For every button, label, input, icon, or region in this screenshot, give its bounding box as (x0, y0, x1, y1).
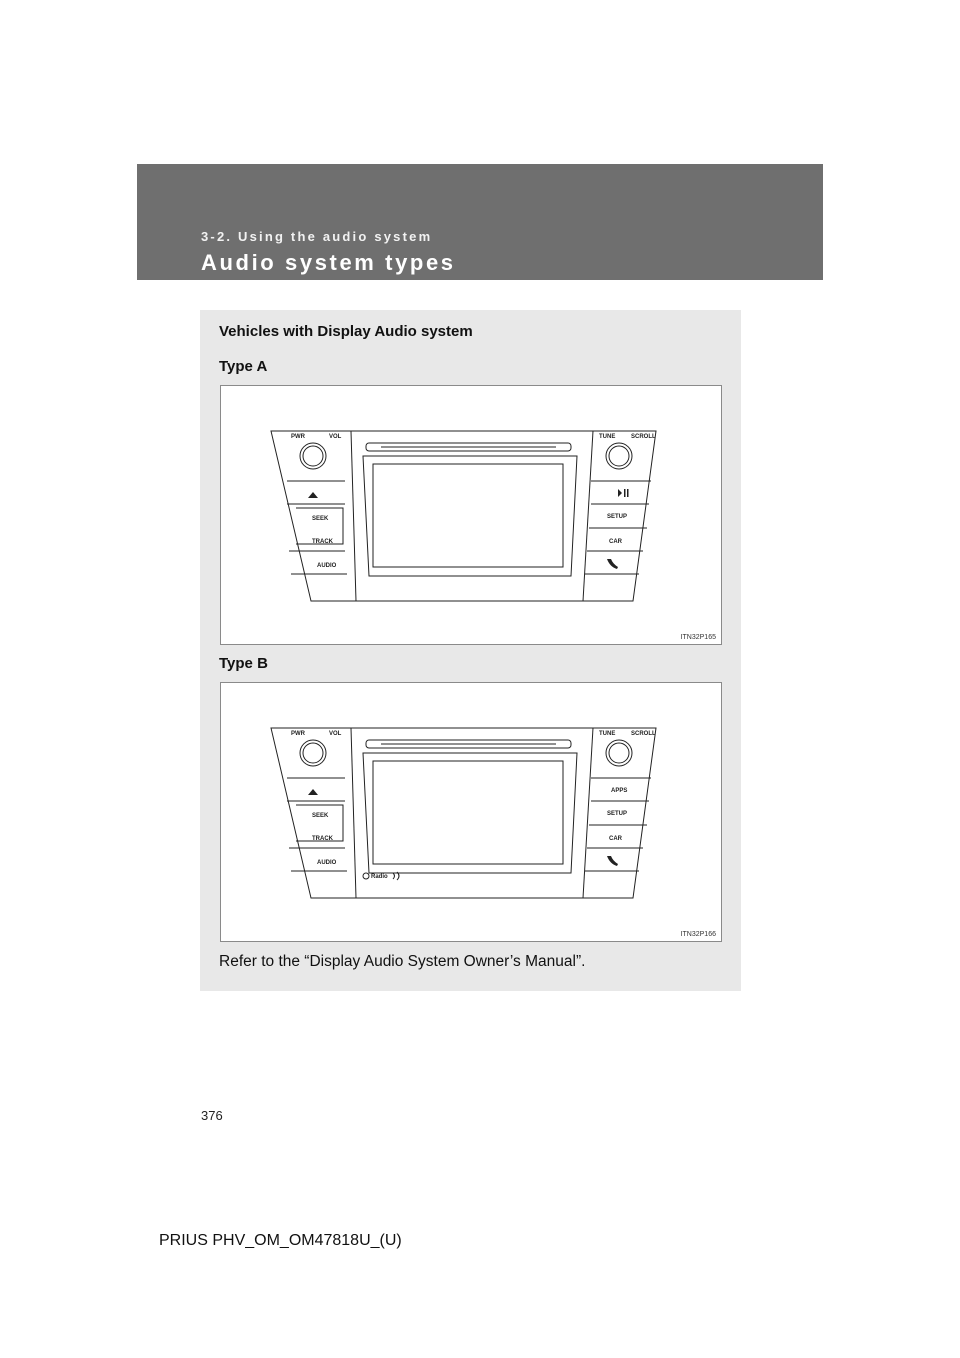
vol-label: VOL (329, 434, 342, 440)
type-a-label: Type A (219, 358, 268, 375)
audio-label: AUDIO (317, 563, 337, 569)
tune-label: TUNE (599, 731, 616, 737)
figure-code: ITN32P166 (680, 931, 716, 938)
car-label: CAR (609, 539, 622, 545)
pwr-label: PWR (291, 731, 305, 737)
reference-note: Refer to the “Display Audio System Owner’s Manual”. (219, 953, 586, 970)
subtitle: Vehicles with Display Audio system (219, 323, 473, 340)
scroll-label: SCROLL (631, 731, 656, 737)
document-code: PRIUS PHV_OM_OM47818U_(U) (159, 1232, 402, 1249)
audio-label: AUDIO (317, 860, 337, 866)
type-a-figure (220, 385, 722, 645)
setup-label: SETUP (607, 514, 628, 520)
page-title: Audio system types (201, 250, 456, 275)
track-label: TRACK (312, 539, 333, 545)
setup-label: SETUP (607, 811, 628, 817)
seek-label: SEEK (312, 813, 329, 819)
car-label: CAR (609, 836, 622, 842)
tune-label: TUNE (599, 434, 616, 440)
type-b-figure (220, 682, 722, 942)
pwr-label: PWR (291, 434, 305, 440)
radio-label: Radio (371, 874, 388, 880)
scroll-label: SCROLL (631, 434, 656, 440)
apps-label: APPS (611, 788, 628, 794)
track-label: TRACK (312, 836, 333, 842)
page-number: 376 (201, 1108, 223, 1123)
type-b-audio-unit-illustration (221, 683, 721, 941)
vol-label: VOL (329, 731, 342, 737)
section-label: 3-2. Using the audio system (201, 229, 433, 244)
type-a-audio-unit-illustration (221, 386, 721, 644)
seek-label: SEEK (312, 516, 329, 522)
figure-code: ITN32P165 (680, 634, 716, 641)
type-b-label: Type B (219, 655, 268, 672)
